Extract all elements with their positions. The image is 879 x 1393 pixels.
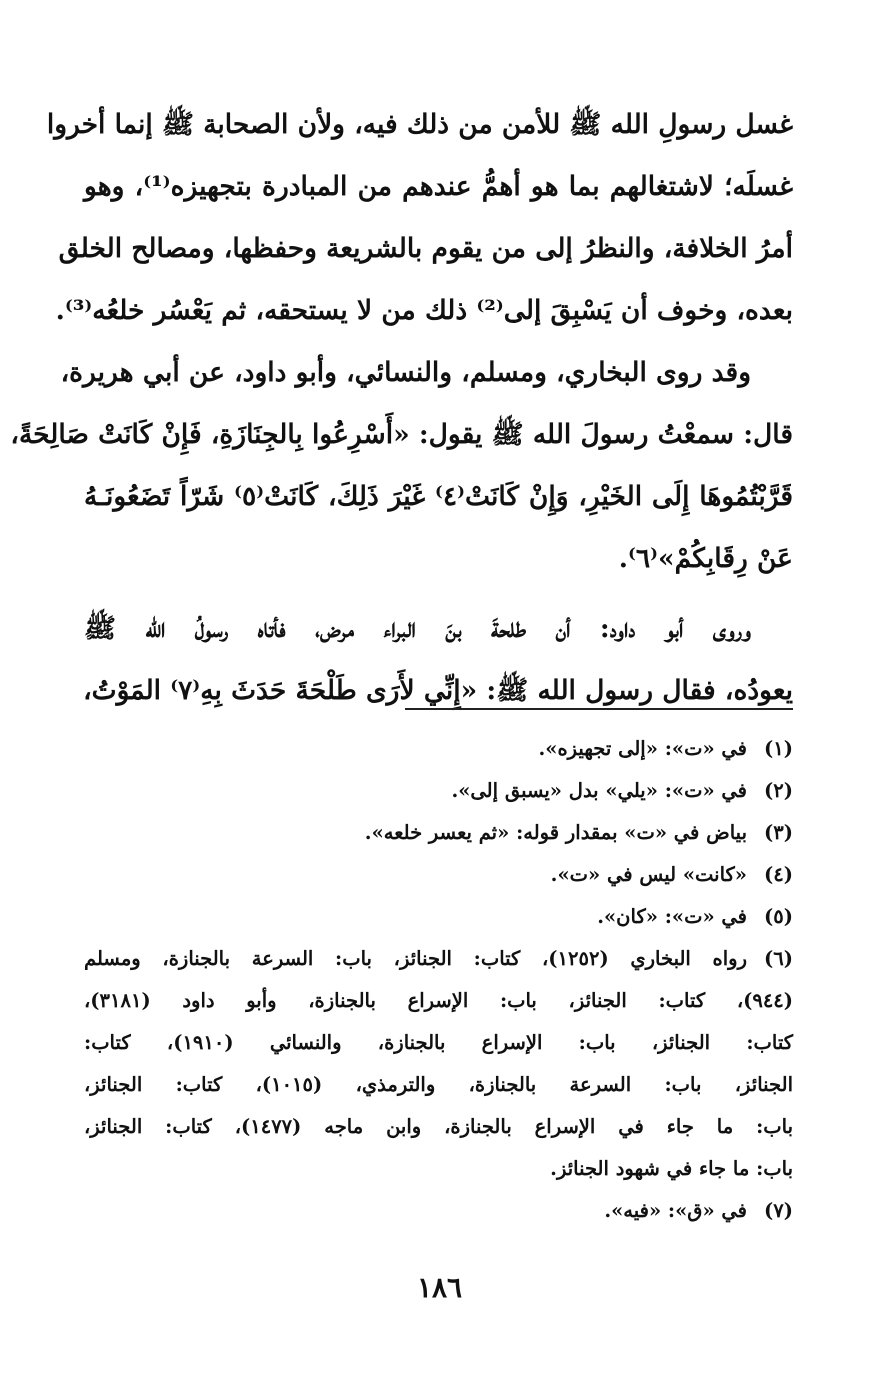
footnote-text: (٩٤٤)، كتاب: الجنائز، باب: الإسراع بالجنازة، وأبو داود (٣١٨١)، (84, 989, 793, 1012)
footnote-text: في «ق»: «فيه». (604, 1199, 747, 1222)
footnote-number: (٥) (764, 905, 793, 928)
body-line: قال: سمعْتُ رسولَ الله ﷺ يقول: «أَسْرِعُوا بِالجِنَازَةِ، فَإِنْ كَانَتْ صَالِحَةً، (10, 419, 793, 450)
footnote-text: باب: ما جاء في الإسراع بالجنازة، وابن ماجه (١٤٧٧)، كتاب: الجنائز، (84, 1115, 793, 1138)
body-line: بعده، وخوف أن يَسْبِقَ إلى⁽²⁾ ذلك من لا يستحقه، ثم يَعْسُر خلعُه⁽³⁾. (55, 295, 793, 326)
main-text (10, 94, 794, 722)
body-line: أمرُ الخلافة، والنظرُ إلى من يقوم بالشريعة وحفظها، ومصالح الخلق (58, 233, 793, 264)
footnotes (84, 728, 793, 1232)
footnote-number: (٤) (764, 863, 793, 886)
footnote (84, 854, 793, 896)
footnote-number: (٣) (764, 821, 793, 844)
footnote-number: (٦) (764, 947, 793, 970)
footnote-text: في «ت»: «يلي» بدل «يسبق إلى». (451, 779, 747, 802)
body-line: قَرَّبْتُمُوهَا إِلَى الخَيْرِ، وَإِنْ كَانَتْ⁽٤⁾ غَيْرَ ذَلِكَ، كَانَتْ⁽٥⁾ شَرّاً تَضَعُونَـهُ (84, 481, 793, 512)
footnote-number: (٢) (764, 779, 793, 802)
footnote-number: (٧) (764, 1199, 793, 1222)
footnote (84, 938, 793, 1190)
body-line: غسلَه؛ لاشتغالهم بما هو أهمُّ عندهم من المبادرة بتجهيزه⁽¹⁾، وهو (84, 171, 794, 202)
footnote-text: في «ت»: «إلى تجهيزه». (538, 737, 747, 760)
footnote (84, 812, 793, 854)
footnote-text: كتاب: الجنائز، باب: الإسراع بالجنازة، والنسائي (١٩١٠)، كتاب: (84, 1031, 793, 1054)
footnote-text: «كانت» ليس في «ت». (550, 863, 747, 886)
footnote-text: بياض في «ت» بمقدار قوله: «ثم يعسر خلعه». (364, 821, 747, 844)
footnote-text: باب: ما جاء في شهود الجنائز. (550, 1157, 793, 1180)
page-number: ١٨٦ (416, 1271, 463, 1304)
body-line: عَنْ رِقَابِكُمْ»⁽٦⁾. (618, 543, 793, 574)
footnote-text: الجنائز، باب: السرعة بالجنازة، والترمذي، (١٠١٥)، كتاب: الجنائز، (84, 1073, 793, 1096)
footnote (84, 896, 793, 938)
paragraph-gap (84, 590, 793, 598)
footnote-separator (405, 708, 793, 710)
body-line: غسل رسولِ الله ﷺ للأمن من ذلك فيه، ولأن الصحابة ﷺ إنما أخروا (46, 109, 793, 140)
footnote (84, 1190, 793, 1232)
footnote-number: (١) (764, 737, 793, 760)
footnote-text: رواه البخاري (١٢٥٢)، كتاب: الجنائز، باب: السرعة بالجنازة، ومسلم (84, 947, 747, 970)
body-line: يعودُه، فقال رسول الله ﷺ: «إِنِّي لأَرَى طَلْحَةَ حَدَثَ بِهِ⁽٧⁾ المَوْتُ، (83, 675, 793, 706)
body-line: وقد روى البخاري، ومسلم، والنسائي، وأبو داود، عن أبي هريرة، (60, 357, 751, 388)
footnote-text: في «ت»: «كان». (597, 905, 747, 928)
footnote (84, 728, 793, 770)
footnote (84, 770, 793, 812)
body-line: وروى أبو داود: أن طلحةَ بنَ البراء مرض، فأتاه رسولُ الله ﷺ (84, 613, 751, 644)
